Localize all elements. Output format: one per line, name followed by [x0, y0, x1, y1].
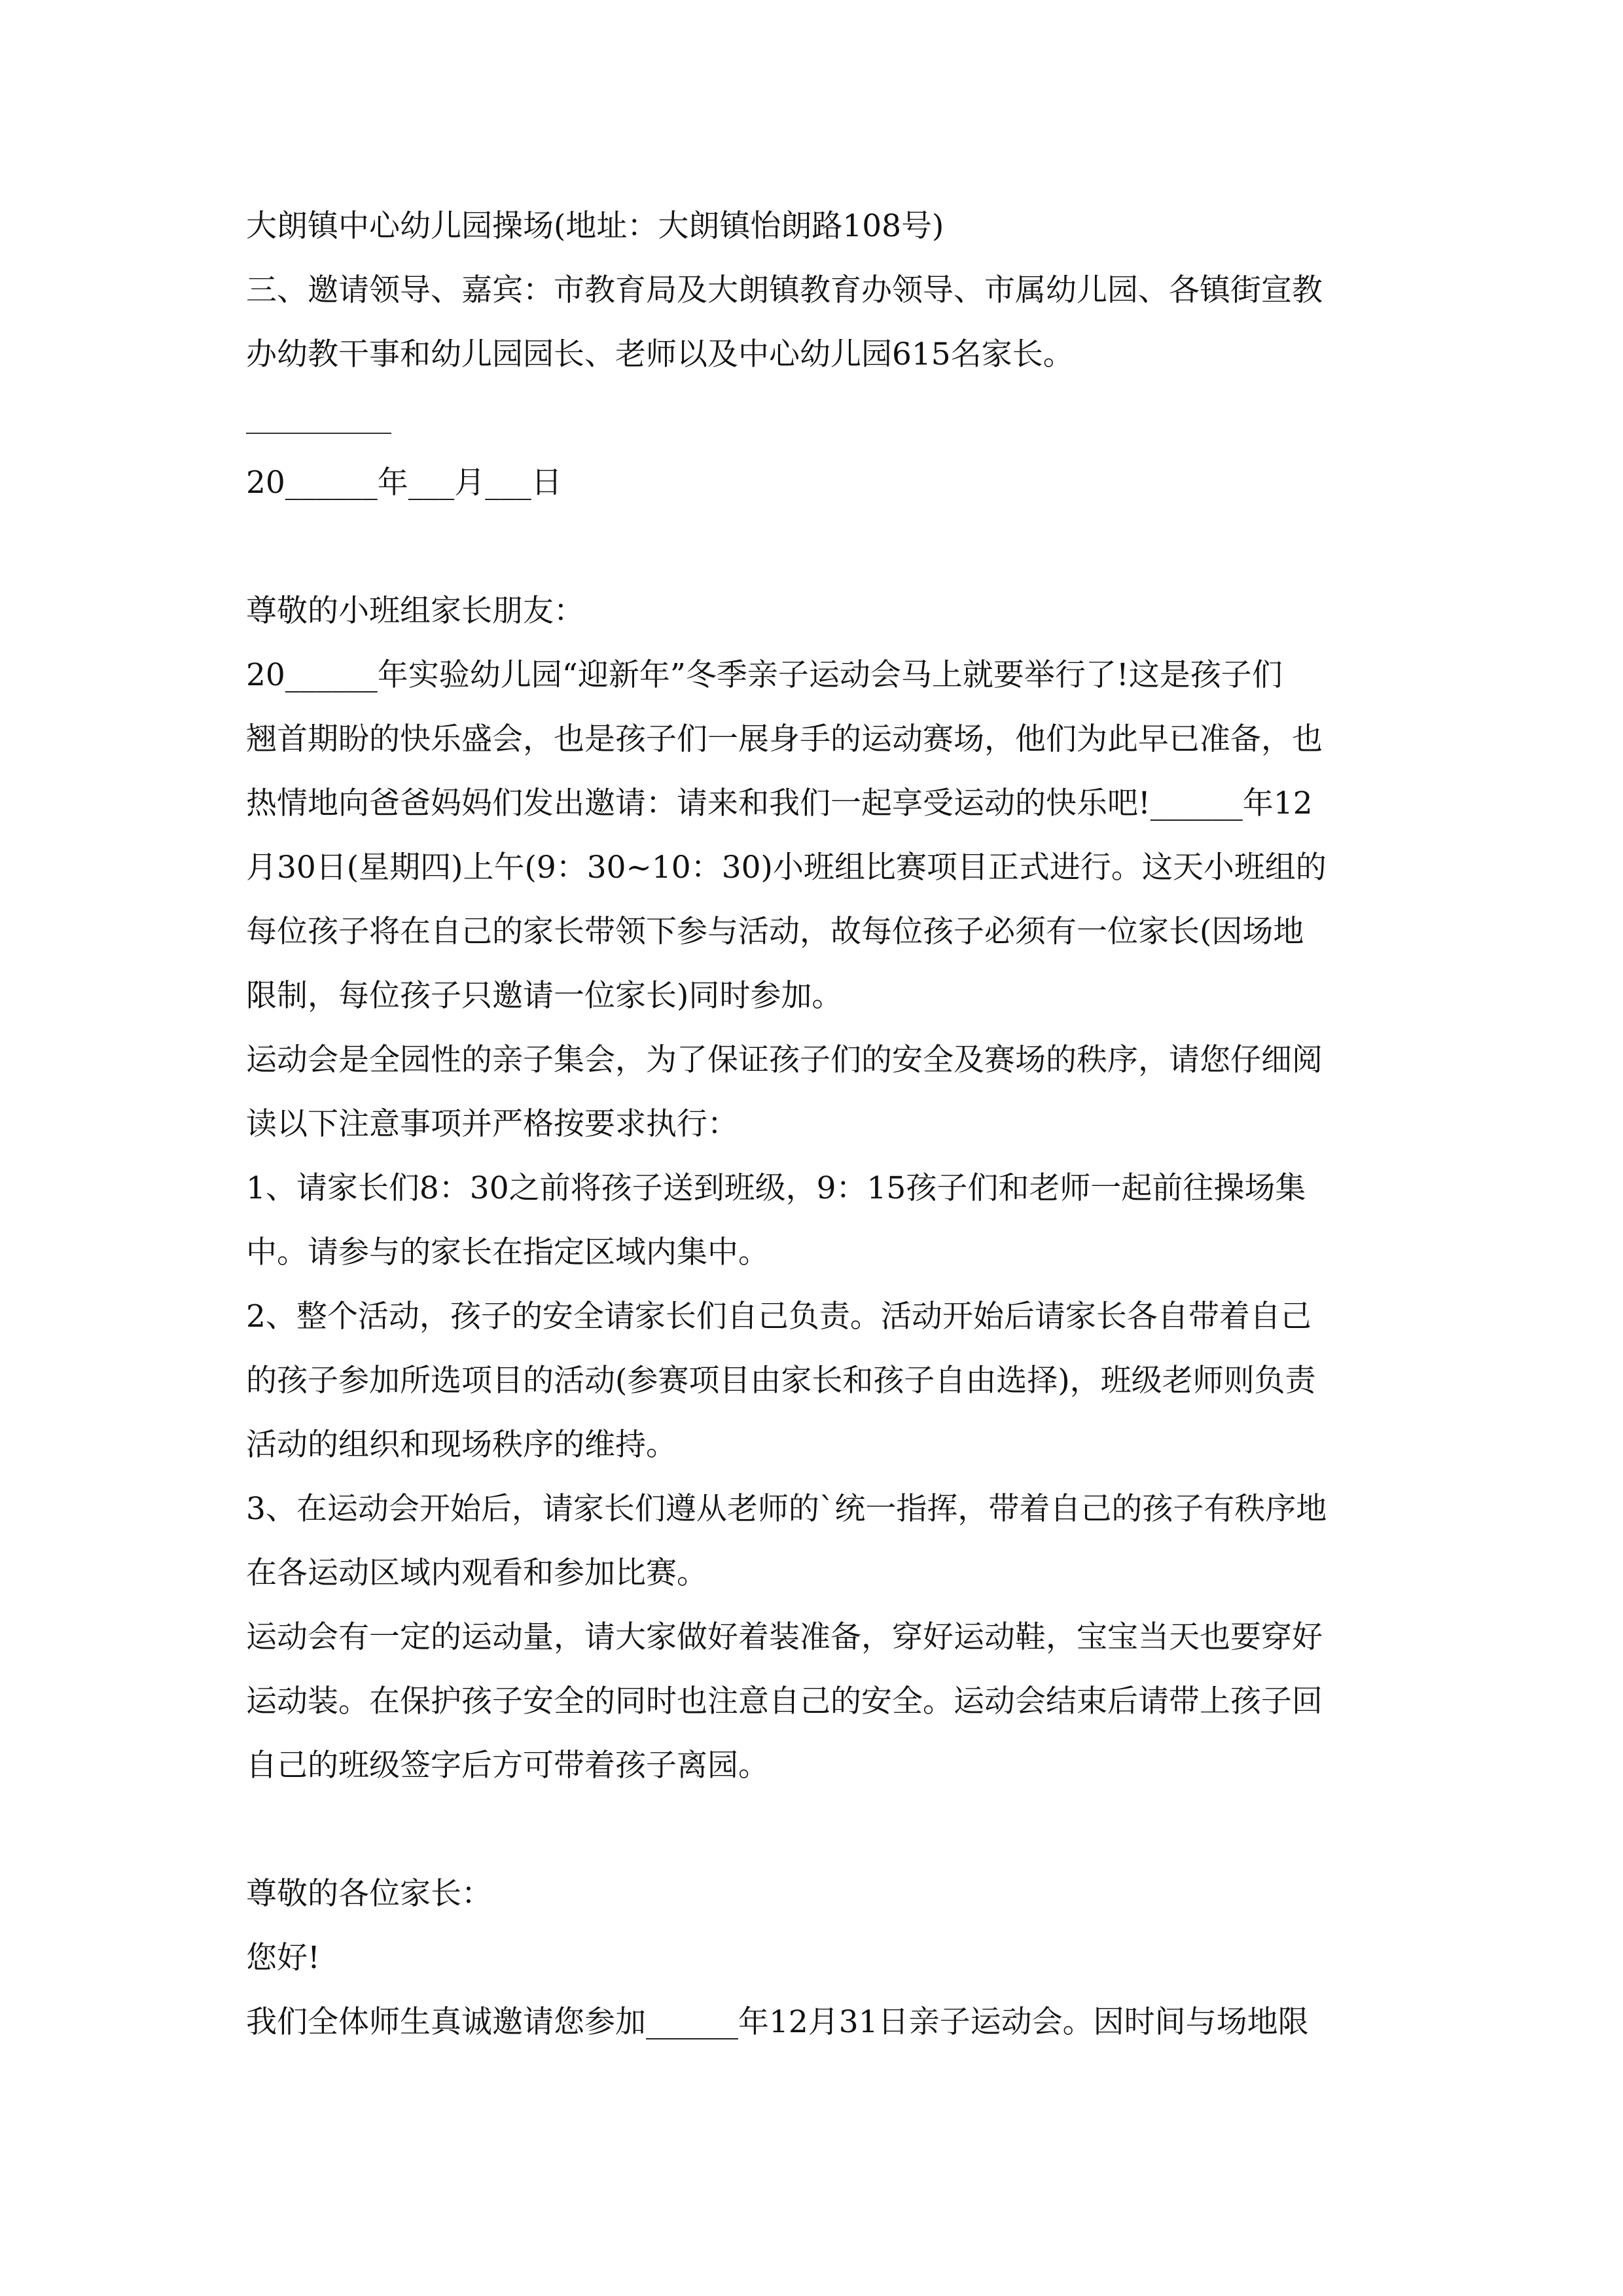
notice-item-2-cont: 的孩子参加所选项目的活动(参赛项目由家长和孩子自由选择)，班级老师则负责: [246, 1363, 1316, 1399]
paragraph-line: 每位孩子将在自己的家长带领下参与活动，故每位孩子必须有一位家长(因场地: [246, 914, 1304, 950]
notice-item-1: 1、请家长们8：30之前将孩子送到班级，9：15孩子们和老师一起前往操场集: [246, 1170, 1306, 1206]
paragraph-line: 运动会有一定的运动量，请大家做好着装准备，穿好运动鞋，宝宝当天也要穿好: [246, 1619, 1323, 1655]
paragraph-line: 运动会是全园性的亲子集会，为了保证孩子们的安全及赛场的秩序，请您仔细阅: [246, 1042, 1323, 1078]
notice-item-1-cont: 中。请参与的家长在指定区域内集中。: [246, 1234, 769, 1270]
hello-line: 您好!: [246, 1940, 320, 1976]
greeting-all-parents: 尊敬的各位家长：: [246, 1876, 492, 1912]
paragraph-line: 热情地向爸爸妈妈们发出邀请：请来和我们一起享受运动的快乐吧!______年12: [246, 785, 1313, 821]
greeting-small-class-parents: 尊敬的小班组家长朋友：: [246, 593, 584, 629]
venue-line: 大朗镇中心幼儿园操场(地址：大朗镇怡朗路108号): [246, 208, 944, 244]
paragraph-line: 翘首期盼的快乐盛会，也是孩子们一展身手的运动赛场，他们为此早已准备，也: [246, 721, 1323, 757]
notice-item-3-cont: 在各运动区域内观看和参加比赛。: [246, 1555, 707, 1591]
notice-item-2: 2、整个活动，孩子的安全请家长们自己负责。活动开始后请家长各自带着自己: [246, 1299, 1311, 1335]
paragraph-line: 月30日(星期四)上午(9：30~10：30)小班组比赛项目正式进行。这天小班组的: [246, 850, 1327, 886]
paragraph-line: 限制，每位孩子只邀请一位家长)同时参加。: [246, 978, 843, 1014]
signature-rule: [246, 433, 391, 434]
paragraph-line: 自己的班级签字后方可带着孩子离园。: [246, 1748, 769, 1784]
paragraph-line: 我们全体师生真诚邀请您参加______年12月31日亲子运动会。因时间与场地限: [246, 2004, 1309, 2040]
date-line: 20______年___月___日: [246, 465, 562, 501]
invitees-line-2: 办幼教干事和幼儿园园长、老师以及中心幼儿园615名家长。: [246, 336, 1074, 372]
paragraph-line: 运动装。在保护孩子安全的同时也注意自己的安全。运动会结束后请带上孩子回: [246, 1683, 1323, 1719]
paragraph-line: 20______年实验幼儿园“迎新年”冬季亲子运动会马上就要举行了!这是孩子们: [246, 657, 1283, 693]
notice-item-2-cont: 活动的组织和现场秩序的维持。: [246, 1427, 677, 1463]
paragraph-line: 读以下注意事项并严格按要求执行：: [246, 1106, 738, 1142]
notice-item-3: 3、在运动会开始后，请家长们遵从老师的`统一指挥，带着自己的孩子有秩序地: [246, 1491, 1327, 1527]
invitees-line-1: 三、邀请领导、嘉宾：市教育局及大朗镇教育办领导、市属幼儿园、各镇街宣教: [246, 272, 1323, 308]
